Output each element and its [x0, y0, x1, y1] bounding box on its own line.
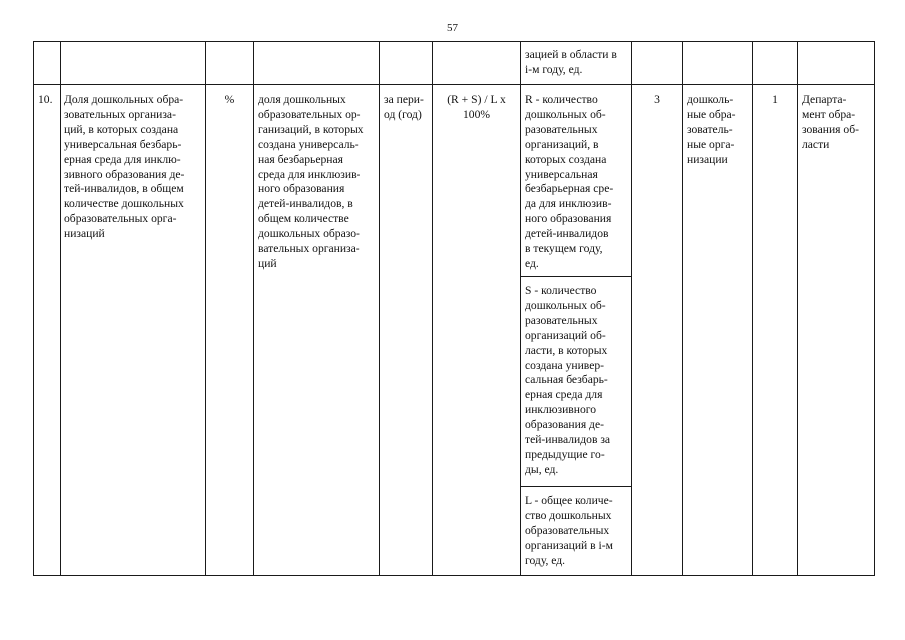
formula-cell: (R + S) / L x 100% — [447, 93, 506, 121]
column-divider — [205, 41, 206, 576]
coverage-cell: 1 — [772, 93, 778, 106]
column-divider — [631, 41, 632, 576]
definition-tail-cell: зацией в области в i-м году, ед. — [525, 48, 617, 76]
responsible-cell: Департа- мент обра- зования об- ласти — [802, 93, 859, 151]
row-number-cell: 10. — [38, 93, 53, 106]
column-divider — [682, 41, 683, 576]
row-divider — [33, 84, 875, 85]
subcell-divider-2 — [520, 486, 631, 487]
column-divider — [752, 41, 753, 576]
definition-cell: доля дошкольных образовательных ор- ганизаций, в которых создана универсаль- ная безбарьерная среда для инклюзив- ного образования детей-инвалидов, в общем количестве дошкольных образо- вательных организа- ций — [258, 93, 364, 270]
table-right-border — [874, 41, 875, 576]
subcell-divider-1 — [520, 276, 631, 277]
basic-indicator-s-cell: S - количество дошкольных об- разовательных организаций об- ласти, в которых создана универ- сальная безбарь- ерная среда для инклюзивного образования де- тей-инвалидов за предыдущие го- ды, ед. — [525, 284, 611, 476]
basic-indicator-l-cell: L - общее количе- ство дошкольных образовательных организаций в i-м году, ед. — [525, 494, 613, 567]
page-number: 57 — [447, 22, 458, 34]
column-divider — [379, 41, 380, 576]
table-left-border — [33, 41, 34, 576]
table-top-border — [33, 41, 875, 42]
observation-object-cell: дошколь- ные обра- зователь- ные орга- низации — [687, 93, 736, 166]
unit-cell: % — [224, 93, 235, 106]
column-divider — [253, 41, 254, 576]
periodicity-cell: за пери- од (год) — [384, 93, 424, 121]
column-divider — [520, 41, 521, 576]
column-divider — [60, 41, 61, 576]
collection-method-cell: 3 — [654, 93, 660, 106]
basic-indicator-r-cell: R - количество дошкольных об- разовательных организаций, в которых создана универсальная безбарьерная сре- да для инклюзив- ного образования детей-инвалидов в текущем году, ед. — [525, 93, 614, 270]
indicator-name-cell: Доля дошкольных обра- зовательных организа- ций, в которых создана универсальная безбарь- ерная среда для инклю- зивного образования де- тей-инвалидов, в общем количестве дошкольных образовательных орга- низаций — [64, 93, 185, 241]
column-divider — [797, 41, 798, 576]
table-bottom-border — [33, 575, 875, 576]
